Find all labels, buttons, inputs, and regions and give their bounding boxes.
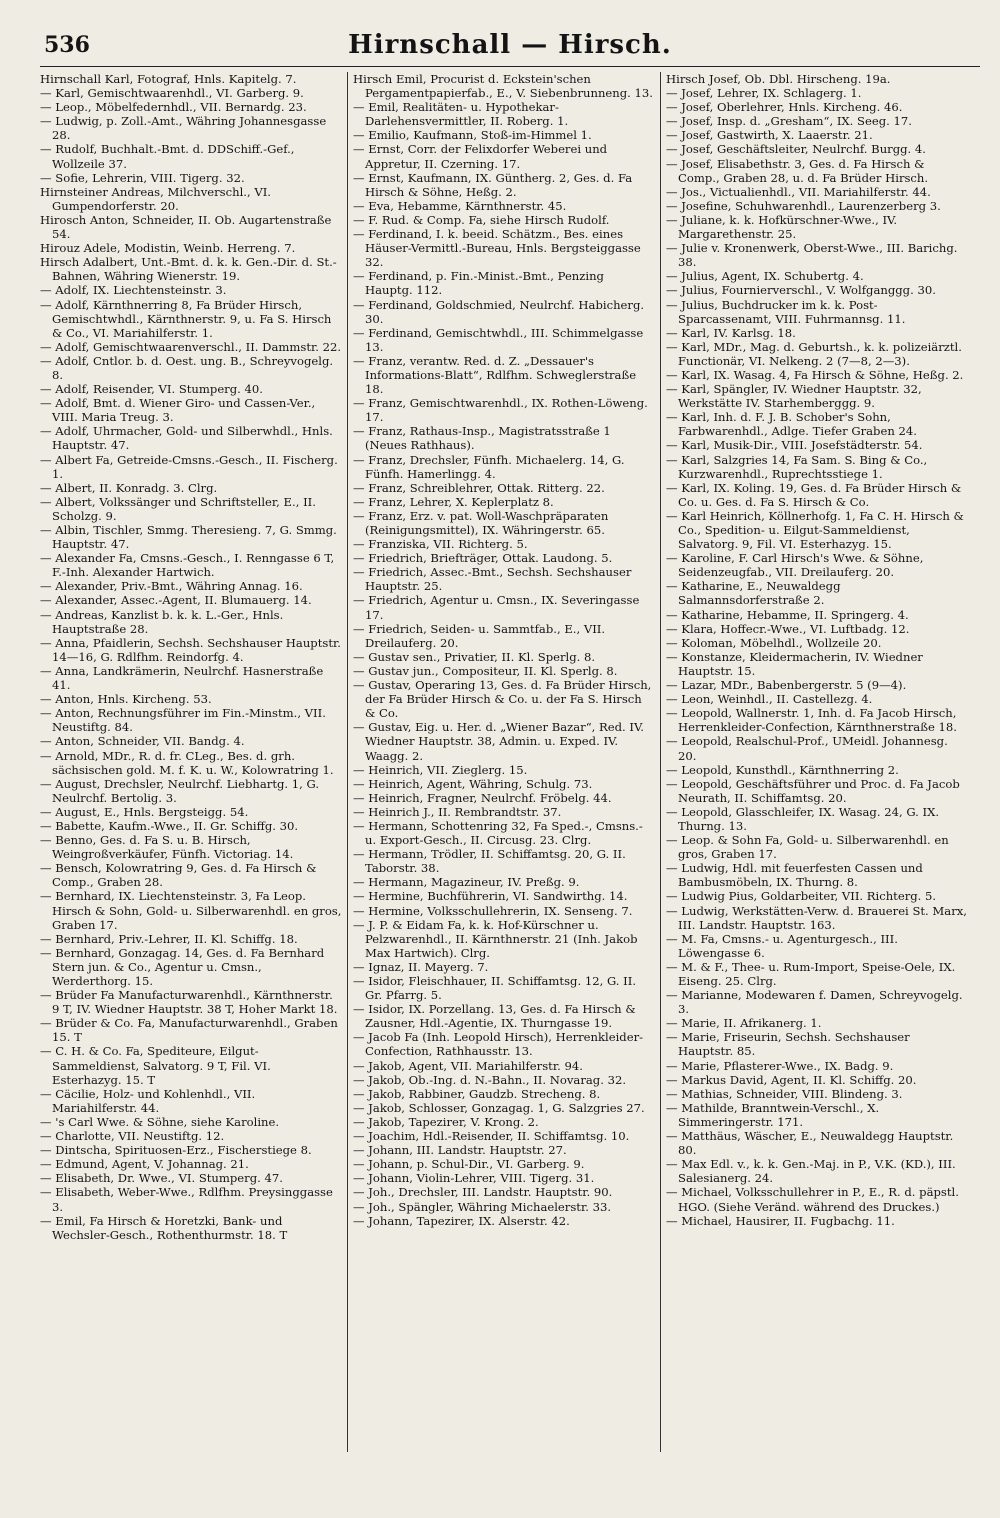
- directory-entry: — M. & F., Thee- u. Rum-Import, Speise-Oele, IX. Eiseng. 25. Clrg.: [666, 959, 956, 988]
- directory-entry: — Bernhard, IX. Liechtensteinstr. 3, Fa Leop. Hirsch & Sohn, Gold- u. Silberwarenhdl. en gros, Graben 17.: [40, 889, 342, 932]
- directory-entry: — Emilio, Kaufmann, Stoß-im-Himmel 1.: [353, 128, 592, 143]
- directory-entry: — Ernst, Corr. der Felixdorfer Weberei und Appretur, II. Czerning. 17.: [353, 142, 608, 171]
- directory-entry: — Ludwig Pius, Goldarbeiter, VII. Richterg. 5.: [666, 889, 937, 904]
- directory-entry: — Adolf, Uhrmacher, Gold- und Silberwhdl., Hnls. Hauptstr. 47.: [40, 424, 333, 453]
- directory-entry: Hirsch Adalbert, Unt.-Bmt. d. k. k. Gen.-Dir. d. St.-Bahnen, Währing Wienerstr. 19.: [40, 255, 337, 284]
- directory-entry: — Katharine, Hebamme, II. Springerg. 4.: [666, 607, 909, 622]
- directory-entry: — Lazar, MDr., Babenbergerstr. 5 (9—4).: [666, 678, 907, 693]
- directory-entry: — Josef, Oberlehrer, Hnls. Kircheng. 46.: [666, 100, 903, 115]
- directory-entry: — Adolf, Gemischtwaarenverschl., II. Dammstr. 22.: [40, 339, 342, 354]
- directory-entry: — Anton, Hnls. Kircheng. 53.: [40, 692, 212, 707]
- directory-entry: — Friedrich, Briefträger, Ottak. Laudong. 5.: [353, 551, 613, 566]
- directory-entry: — Leop. & Sohn Fa, Gold- u. Silberwarenhdl. en gros, Graben 17.: [666, 833, 949, 862]
- directory-entry: — Josefine, Schuhwarenhdl., Laurenzerberg 3.: [666, 198, 941, 213]
- directory-entry: — Julius, Fournierverschl., V. Wolfganggg. 30.: [666, 283, 936, 298]
- directory-entry: — Karl, Musik-Dir., VIII. Josefstädterstr. 54.: [666, 438, 923, 453]
- directory-entry: — Heinrich, Agent, Währing, Schulg. 73.: [353, 776, 593, 791]
- directory-entry: Hirosch Anton, Schneider, II. Ob. Augartenstraße 54.: [40, 212, 332, 242]
- directory-entry: — Hermann, Trödler, II. Schiffamtsg. 20, G. II. Taborstr. 38.: [353, 847, 626, 876]
- directory-entry: — Gustav, Eig. u. Her. d. „Wiener Bazar“, Red. IV. Wiedner Hauptstr. 38, Admin. u. Exped. IV. Waagg. 2.: [353, 720, 644, 763]
- directory-entry: — Franz, Erz. v. pat. Woll-Waschpräparaten (Reinigungsmittel), IX. Währingerstr. 65.: [353, 508, 609, 537]
- directory-entry: — Hermann, Magazineur, IV. Preßg. 9.: [353, 875, 580, 890]
- directory-entry: — Franz, verantw. Red. d. Z. „Dessauer's Informations-Blatt“, Rdlfhm. Schweglerstraße 18.: [353, 353, 637, 397]
- directory-entry: — Ferdinand, I. k. beeid. Schätzm., Bes. eines Häuser-Vermittl.-Bureau, Hnls. Bergsteiggasse 32.: [353, 227, 641, 270]
- directory-entry: — Franz, Lehrer, X. Keplerplatz 8.: [353, 494, 554, 509]
- directory-entry: — Joachim, Hdl.-Reisender, II. Schiffamtsg. 10.: [353, 1129, 630, 1144]
- directory-entry: — August, Drechsler, Neulrchf. Liebhartg. 1, G. Neulrchf. Bertolig. 3.: [40, 776, 320, 805]
- directory-entry: — Mathias, Schneider, VIII. Blindeng. 3.: [666, 1086, 903, 1101]
- directory-entry: — Karoline, F. Carl Hirsch's Wwe. & Söhne, Seidenzeugfab., VII. Dreilauferg. 20.: [666, 551, 924, 580]
- directory-entry: — Adolf, Kärnthnerring 8, Fa Brüder Hirsch, Gemischtwhdl., Kärnthnerstr. 9, u. Fa S. Hirsch & Co., VI. Mariahilferstr. 1.: [40, 297, 332, 340]
- directory-entry: — Josef, Gastwirth, X. Laaerstr. 21.: [666, 128, 873, 143]
- directory-entry: — Anton, Schneider, VII. Bandg. 4.: [40, 734, 245, 749]
- directory-entry: — Johann, Tapezirer, IX. Alserstr. 42.: [353, 1213, 570, 1228]
- directory-entry: — Ernst, Kaufmann, IX. Güntherg. 2, Ges. d. Fa Hirsch & Söhne, Heßg. 2.: [353, 170, 633, 199]
- directory-entry: — Max Edl. v., k. k. Gen.-Maj. in P., V.K. (KD.), III. Salesianerg. 24.: [666, 1157, 956, 1186]
- directory-entry: — Karl, Salzgries 14, Fa Sam. S. Bing & Co., Kurzwarenhdl., Ruprechtsstiege 1.: [666, 452, 928, 481]
- directory-entry: — Ludwig, p. Zoll.-Amt., Währing Johannesgasse 28.: [40, 114, 327, 143]
- page-header: [40, 26, 980, 67]
- directory-entry: — Isidor, Fleischhauer, II. Schiffamtsg. 12, G. II. Gr. Pfarrg. 5.: [353, 974, 637, 1003]
- directory-entry: — Josef, Lehrer, IX. Schlagerg. 1.: [666, 86, 862, 101]
- directory-entry: — Leopold, Glasschleifer, IX. Wasag. 24, G. IX. Thurng. 13.: [666, 804, 940, 833]
- directory-entry: — Jakob, Ob.-Ing. d. N.-Bahn., II. Novarag. 32.: [353, 1072, 627, 1087]
- directory-entry: — Alexander Fa, Cmsns.-Gesch., I. Renngasse 6 T, F.-Inh. Alexander Hartwich.: [40, 551, 335, 580]
- page-number: 536: [44, 32, 90, 58]
- directory-entry: — Hermann, Schottenring 32, Fa Sped.-, Cmsns.- u. Export-Gesch., II. Circusg. 23. Clrg.: [353, 818, 643, 848]
- directory-entry: — Leopold, Wallnerstr. 1, Inh. d. Fa Jacob Hirsch, Herrenkleider-Confection, Kärnthnerstraße 18.: [666, 706, 957, 735]
- directory-entry: — Leopold, Kunsthdl., Kärnthnerring 2.: [666, 762, 899, 777]
- directory-entry: — Bernhard, Gonzagag. 14, Ges. d. Fa Bernhard Stern jun. & Co., Agentur u. Cmsn., Werderthorg. 15.: [40, 945, 325, 988]
- directory-entry: — C. H. & Co. Fa, Spediteure, Eilgut-Sammeldienst, Salvatorg. 9 T, Fil. VI. Esterhazyg. 15. T: [40, 1044, 271, 1087]
- directory-entry: — Friedrich, Assec.-Bmt., Sechsh. Sechshauser Hauptstr. 25.: [353, 565, 632, 594]
- directory-entry: — Anna, Pfaidlerin, Sechsh. Sechshauser Hauptstr. 14—16, G. Rdlfhm. Reindorfg. 4.: [40, 635, 341, 664]
- directory-entry: — Konstanze, Kleidermacherin, IV. Wiedner Hauptstr. 15.: [666, 649, 923, 678]
- directory-entry: — Marie, Pflasterer-Wwe., IX. Badg. 9.: [666, 1058, 894, 1073]
- directory-entry: — Karl, Inh. d. F. J. B. Schober's Sohn, Farbwarenhdl., Adlge. Tiefer Graben 24.: [666, 410, 917, 439]
- directory-entry: — Karl, IX. Wasag. 4, Fa Hirsch & Söhne, Heßg. 2.: [666, 367, 964, 382]
- directory-entry: — Friedrich, Agentur u. Cmsn., IX. Severingasse 17.: [353, 593, 640, 622]
- directory-entry: — Karl, Gemischtwaarenhdl., VI. Garberg. 9.: [40, 86, 304, 101]
- directory-entry: — Franz, Schreiblehrer, Ottak. Ritterg. 22.: [353, 480, 605, 495]
- directory-entry: — Benno, Ges. d. Fa S. u. B. Hirsch, Weingroßverkäufer, Fünfh. Victoriag. 14.: [40, 833, 294, 862]
- directory-entry: Hirsch Emil, Procurist d. Eckstein'schen Pergamentpapierfab., E., V. Siebenbrunneng. 13.: [353, 72, 653, 101]
- directory-entry: — Eva, Hebamme, Kärnthnerstr. 45.: [353, 198, 567, 213]
- directory-entry: — Babette, Kaufm.-Wwe., II. Gr. Schiffg. 30.: [40, 818, 299, 833]
- directory-entry: — Bensch, Kolowratring 9, Ges. d. Fa Hirsch & Comp., Graben 28.: [40, 861, 317, 890]
- directory-entry: — Friedrich, Seiden- u. Sammtfab., E., VII. Dreilauferg. 20.: [353, 621, 606, 650]
- directory-entry: — Arnold, MDr., R. d. fr. CLeg., Bes. d. grh. sächsischen gold. M. f. K. u. W., Kolowratring 1.: [40, 748, 334, 777]
- directory-entry: — Charlotte, VII. Neustiftg. 12.: [40, 1129, 225, 1144]
- directory-entry: — Marianne, Modewaren f. Damen, Schreyvogelg. 3.: [666, 988, 963, 1017]
- directory-entry: — Albert, II. Konradg. 3. Clrg.: [40, 480, 218, 495]
- directory-entry: — Ferdinand, Goldschmied, Neulrchf. Habicherg. 30.: [353, 297, 645, 326]
- directory-entry: Hirnsteiner Andreas, Milchverschl., VI. Gumpendorferstr. 20.: [40, 184, 271, 213]
- directory-entry: — Josef, Elisabethstr. 3, Ges. d. Fa Hirsch & Comp., Graben 28, u. d. Fa Brüder Hirsch.: [666, 156, 929, 185]
- directory-entry: — Franz, Drechsler, Fünfh. Michaelerg. 14, G. Fünfh. Hamerlingg. 4.: [353, 452, 625, 481]
- directory-entry: — Leopold, Geschäftsführer und Proc. d. Fa Jacob Neurath, II. Schiffamtsg. 20.: [666, 776, 960, 805]
- directory-entry: — Cäcilie, Holz- und Kohlenhdl., VII. Mariahilferstr. 44.: [40, 1086, 256, 1115]
- directory-entry: — Adolf, IX. Liechtensteinstr. 3.: [40, 283, 227, 298]
- directory-entry: — Adolf, Cntlor. b. d. Oest. ung. B., Schreyvogelg. 8.: [40, 353, 334, 382]
- directory-entry: — Emil, Fa Hirsch & Horetzki, Bank- und Wechsler-Gesch., Rothenthurmstr. 18. T: [40, 1213, 288, 1242]
- directory-entry: — Heinrich, VII. Zieglerg. 15.: [353, 762, 528, 777]
- directory-entry: — Franz, Rathaus-Insp., Magistratsstraße 1 (Neues Rathhaus).: [353, 424, 611, 453]
- directory-entry: — Brüder & Co. Fa, Manufacturwarenhdl., Graben 15. T: [40, 1016, 338, 1045]
- directory-entry: — Elisabeth, Weber-Wwe., Rdlfhm. Preysinggasse 3.: [40, 1185, 333, 1214]
- directory-columns: [40, 72, 980, 1452]
- directory-entry: — Leop., Möbelfedernhdl., VII. Bernardg. 23.: [40, 100, 307, 115]
- directory-entry: — Bernhard, Priv.-Lehrer, II. Kl. Schiffg. 18.: [40, 931, 298, 946]
- directory-entry: Hirnschall Karl, Fotograf, Hnls. Kapitelg. 7.: [40, 72, 297, 86]
- directory-entry: — Sofie, Lehrerin, VIII. Tigerg. 32.: [40, 170, 245, 185]
- directory-entry: — August, E., Hnls. Bergsteigg. 54.: [40, 804, 249, 819]
- directory-entry: — Albin, Tischler, Smmg. Theresieng. 7, G. Smmg. Hauptstr. 47.: [40, 523, 337, 552]
- directory-entry: — Karl, MDr., Mag. d. Geburtsh., k. k. polizeiärztl. Functionär, VI. Nelkeng. 2 (7—8, 2—3).: [666, 339, 962, 368]
- directory-entry: — Gustav jun., Compositeur, II. Kl. Sperlg. 8.: [353, 663, 618, 678]
- directory-entry: — Johann, Violin-Lehrer, VIII. Tigerg. 31.: [353, 1171, 595, 1186]
- directory-entry: — Michael, Volksschullehrer in P., E., R. d. päpstl. HGO. (Siehe Veränd. während des Druckes.): [666, 1185, 959, 1214]
- directory-entry: — Matthäus, Wäscher, E., Neuwaldegg Hauptstr. 80.: [666, 1129, 954, 1158]
- directory-entry: — Edmund, Agent, V. Johannag. 21.: [40, 1157, 249, 1172]
- directory-entry: — Gustav, Operaring 13, Ges. d. Fa Brüder Hirsch, der Fa Brüder Hirsch & Co. u. der Fa S. Hirsch & Co.: [353, 678, 652, 721]
- directory-entry: — Alexander, Priv.-Bmt., Währing Annag. 16.: [40, 579, 303, 594]
- directory-entry: — J. P. & Eidam Fa, k. k. Hof-Kürschner u. Pelzwarenhdl., II. Kärnthnerstr. 21 (Inh. Jakob Max Hartwich). Clrg.: [353, 917, 638, 960]
- directory-entry: — Hermine, Volksschullehrerin, IX. Senseng. 7.: [353, 903, 633, 918]
- directory-entry: — Jos., Victualienhdl., VII. Mariahilferstr. 44.: [666, 184, 931, 199]
- directory-entry: — Franziska, VII. Richterg. 5.: [353, 537, 528, 552]
- directory-entry: — Joh., Spängler, Währing Michaelerstr. 33.: [353, 1199, 612, 1214]
- directory-entry: — Ignaz, II. Mayerg. 7.: [353, 959, 489, 974]
- directory-entry: — Ludwig, Hdl. mit feuerfesten Cassen und Bambusmöbeln, IX. Thurng. 8.: [666, 861, 923, 890]
- column-1: [40, 72, 342, 1452]
- directory-entry: — Adolf, Reisender, VI. Stumperg. 40.: [40, 382, 263, 397]
- directory-entry: — Leopold, Realschul-Prof., UMeidl. Johannesg. 20.: [666, 734, 948, 763]
- directory-entry: — Adolf, Bmt. d. Wiener Giro- und Cassen-Ver., VIII. Maria Treug. 3.: [40, 396, 316, 425]
- directory-entry: — Heinrich J., II. Rembrandtstr. 37.: [353, 804, 562, 819]
- directory-entry: — Ludwig, Werkstätten-Verw. d. Brauerei St. Marx, III. Landstr. Hauptstr. 163.: [666, 903, 967, 932]
- column-3: [666, 72, 968, 1452]
- directory-entry: — Franz, Gemischtwarenhdl., IX. Rothen-Löweng. 17.: [353, 396, 648, 425]
- directory-entry: — Alexander, Assec.-Agent, II. Blumauerg. 14.: [40, 593, 312, 608]
- directory-entry: — Michael, Hausirer, II. Fugbachg. 11.: [666, 1213, 895, 1228]
- directory-entry: — Joh., Drechsler, III. Landstr. Hauptstr. 90.: [353, 1185, 613, 1200]
- directory-entry: Hirsch Josef, Ob. Dbl. Hirscheng. 19a.: [666, 72, 891, 86]
- directory-entry: — Julius, Buchdrucker im k. k. Post-Sparcassenamt, VIII. Fuhrmannsg. 11.: [666, 297, 906, 326]
- directory-entry: — Josef, Geschäftsleiter, Neulrchf. Burgg. 4.: [666, 142, 926, 157]
- directory-entry: — Josef, Insp. d. „Gresham“, IX. Seeg. 17.: [666, 114, 912, 129]
- directory-entry: — Anna, Landkrämerin, Neulrchf. Hasnerstraße 41.: [40, 663, 324, 693]
- directory-entry: — Jakob, Agent, VII. Mariahilferstr. 94.: [353, 1058, 583, 1073]
- directory-entry: — Karl, Spängler, IV. Wiedner Hauptstr. 32, Werkstätte IV. Starhemberggg. 9.: [666, 382, 922, 411]
- directory-entry: — Emil, Realitäten- u. Hypothekar-Darlehensvermittler, II. Roberg. 1.: [353, 100, 569, 129]
- directory-entry: — Marie, Friseurin, Sechsh. Sechshauser Hauptstr. 85.: [666, 1030, 910, 1059]
- directory-entry: — Karl, IX. Koling. 19, Ges. d. Fa Brüder Hirsch & Co. u. Ges. d. Fa S. Hirsch & Co.: [666, 480, 962, 509]
- directory-entry: — Mathilde, Branntwein-Verschl., X. Simmeringerstr. 171.: [666, 1100, 880, 1129]
- directory-entry: Hirouz Adele, Modistin, Weinb. Herreng. 7.: [40, 241, 296, 256]
- directory-entry: — Isidor, IX. Porzellang. 13, Ges. d. Fa Hirsch & Zausner, Hdl.-Agentie, IX. Thurngasse 19.: [353, 1002, 636, 1031]
- directory-entry: — Rudolf, Buchhalt.-Bmt. d. DDSchiff.-Gef., Wollzeile 37.: [40, 142, 295, 171]
- directory-entry: — Jakob, Tapezirer, V. Krong. 2.: [353, 1114, 539, 1129]
- directory-entry: — Katharine, E., Neuwaldegg Salmannsdorferstraße 2.: [666, 579, 841, 608]
- directory-entry: — Koloman, Möbelhdl., Wollzeile 20.: [666, 635, 882, 650]
- directory-entry: — Hermine, Buchführerin, VI. Sandwirthg. 14.: [353, 889, 628, 904]
- directory-entry: — Julie v. Kronenwerk, Oberst-Wwe., III. Barichg. 38.: [666, 241, 958, 270]
- column-2: [353, 72, 655, 1452]
- directory-entry: — Elisabeth, Dr. Wwe., VI. Stumperg. 47.: [40, 1171, 283, 1186]
- directory-entry: — Klara, Hoffecr.-Wwe., VI. Luftbadg. 12.: [666, 621, 910, 636]
- directory-entry: — Jacob Fa (Inh. Leopold Hirsch), Herrenkleider-Confection, Rathhausstr. 13.: [353, 1030, 644, 1059]
- directory-entry: — Karl, IV. Karlsg. 18.: [666, 325, 796, 340]
- directory-entry: — Ferdinand, Gemischtwhdl., III. Schimmelgasse 13.: [353, 325, 644, 354]
- directory-entry: — Ferdinand, p. Fin.-Minist.-Bmt., Penzing Hauptg. 112.: [353, 269, 604, 298]
- directory-entry: — Johann, p. Schul-Dir., VI. Garberg. 9.: [353, 1157, 585, 1172]
- directory-entry: — Dintscha, Spirituosen-Erz., Fischerstiege 8.: [40, 1143, 312, 1158]
- directory-entry: — Heinrich, Fragner, Neulrchf. Fröbelg. 44.: [353, 790, 612, 805]
- directory-entry: — Leon, Weinhdl., II. Castellezg. 4.: [666, 692, 873, 707]
- directory-entry: — Karl Heinrich, Köllnerhofg. 1, Fa C. H. Hirsch & Co., Spedition- u. Eilgut-Sammeldienst, Salvatorg. 9, Fil. VI. Esterhazyg. 15.: [666, 508, 964, 552]
- directory-entry: — Jakob, Rabbiner, Gaudzb. Strecheng. 8.: [353, 1086, 601, 1101]
- directory-entry: — Gustav sen., Privatier, II. Kl. Sperlg. 8.: [353, 649, 596, 664]
- directory-entry: — Juliane, k. k. Hofkürschner-Wwe., IV. Margarethenstr. 25.: [666, 212, 898, 242]
- directory-entry: — 's Carl Wwe. & Söhne, siehe Karoline.: [40, 1114, 280, 1129]
- directory-entry: — Markus David, Agent, II. Kl. Schiffg. 20.: [666, 1072, 917, 1087]
- running-head: Hirnschall — Hirsch.: [348, 30, 672, 60]
- directory-entry: — Marie, II. Afrikanerg. 1.: [666, 1016, 822, 1031]
- directory-entry: — F. Rud. & Comp. Fa, siehe Hirsch Rudolf.: [353, 212, 610, 227]
- directory-entry: — Albert, Volkssänger und Schriftsteller, E., II. Scholzg. 9.: [40, 494, 316, 523]
- directory-entry: — Jakob, Schlosser, Gonzagag. 1, G. Salzgries 27.: [353, 1100, 645, 1115]
- column-divider: [347, 72, 348, 1452]
- directory-entry: — Johann, III. Landstr. Hauptstr. 27.: [353, 1143, 567, 1158]
- directory-entry: — M. Fa, Cmsns.- u. Agenturgesch., III. Löwengasse 6.: [666, 931, 898, 960]
- directory-entry: — Albert Fa, Getreide-Cmsns.-Gesch., II. Fischerg. 1.: [40, 452, 338, 481]
- directory-entry: — Julius, Agent, IX. Schubertg. 4.: [666, 269, 864, 284]
- column-divider: [660, 72, 661, 1452]
- directory-entry: — Andreas, Kanzlist b. k. k. L.-Ger., Hnls. Hauptstraße 28.: [40, 607, 284, 636]
- directory-entry: — Brüder Fa Manufacturwarenhdl., Kärnthnerstr. 9 T, IV. Wiedner Hauptstr. 38 T, Hoher Markt 18.: [40, 988, 338, 1017]
- directory-entry: — Anton, Rechnungsführer im Fin.-Minstm., VII. Neustiftg. 84.: [40, 706, 326, 735]
